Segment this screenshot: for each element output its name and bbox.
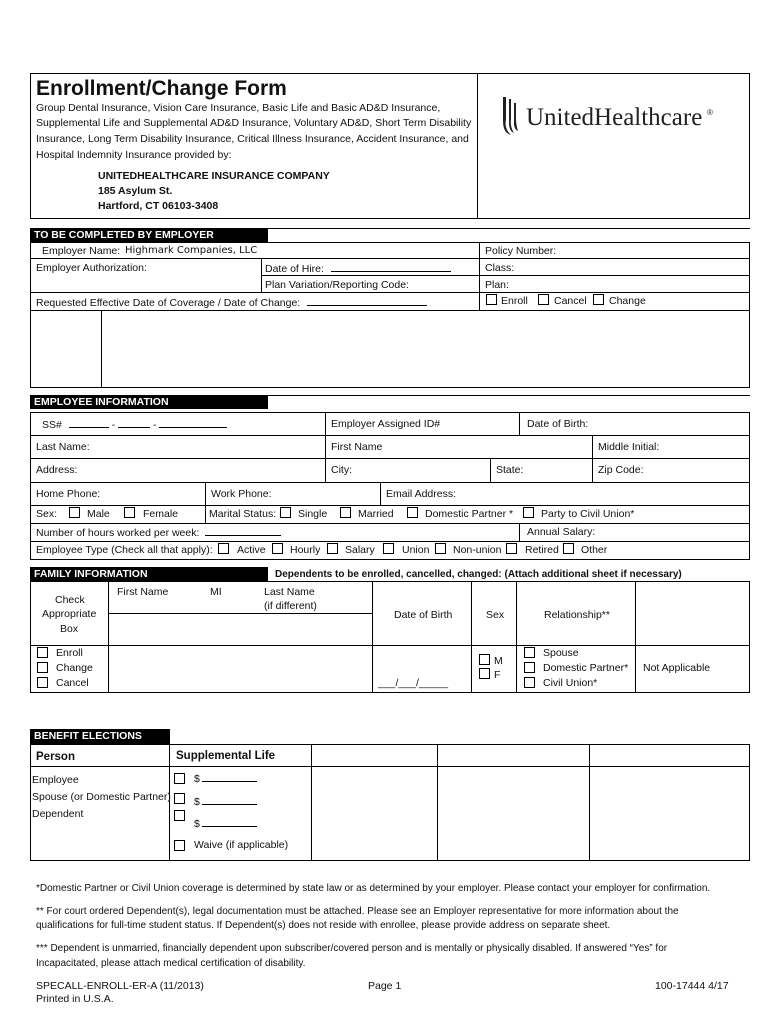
footnote-3-line-1: *** Dependent is unmarried, financially dependent upon subscriber/covered person and is mentally or physically disabled. If answered “Yes” for bbox=[36, 943, 668, 954]
date-of-hire-field[interactable] bbox=[331, 262, 451, 272]
civil-union-checkbox[interactable] bbox=[523, 507, 534, 518]
family-subtitle: Dependents to be enrolled, cancelled, changed: (Attach additional sheet if necessary) bbox=[275, 569, 682, 580]
union-checkbox[interactable] bbox=[383, 543, 394, 554]
family-check-line1: Check bbox=[55, 594, 85, 606]
dependent-supp-life-checkbox[interactable] bbox=[174, 810, 185, 821]
state-label: State: bbox=[496, 464, 524, 476]
requested-date-label: Requested Effective Date of Coverage / Date of Change: bbox=[36, 296, 427, 309]
domestic-partner-label: Domestic Partner * bbox=[425, 508, 514, 520]
single-checkbox[interactable] bbox=[280, 507, 291, 518]
family-sex-col: Sex bbox=[486, 609, 505, 621]
requested-date-field[interactable] bbox=[307, 296, 427, 306]
company-name: UNITEDHEALTHCARE INSURANCE COMPANY bbox=[98, 170, 330, 182]
employee-section-bar: EMPLOYEE INFORMATION bbox=[30, 395, 268, 409]
active-checkbox[interactable] bbox=[218, 543, 229, 554]
female-checkbox[interactable] bbox=[124, 507, 135, 518]
employer-row-line-4 bbox=[30, 310, 750, 311]
employer-blank-divider bbox=[101, 310, 102, 388]
married-label: Married bbox=[358, 508, 394, 520]
family-cancel-checkbox[interactable] bbox=[37, 677, 48, 688]
home-phone-label: Home Phone: bbox=[36, 488, 101, 500]
family-v-3 bbox=[471, 581, 472, 693]
benefit-spouse-row: Spouse (or Domestic Partner) bbox=[32, 791, 171, 803]
printed-in: Printed in U.S.A. bbox=[36, 993, 114, 1005]
employer-assigned-id-label: Employer Assigned ID# bbox=[331, 418, 441, 430]
family-civil-union-label: Civil Union* bbox=[543, 677, 598, 689]
family-mi-col: MI bbox=[210, 586, 222, 598]
intro-line-3: Insurance, Long Term Disability Insurance, Critical Illness Insurance, Accident Insurance, and bbox=[36, 133, 469, 145]
family-line-2 bbox=[30, 645, 750, 646]
family-domestic-partner-label: Domestic Partner* bbox=[543, 662, 629, 674]
family-sex-m-checkbox[interactable] bbox=[479, 654, 490, 665]
benefit-v-6 bbox=[749, 744, 750, 860]
email-label: Email Address: bbox=[386, 488, 457, 500]
uhc-logo bbox=[498, 95, 728, 139]
employer-cancel-label: Cancel bbox=[554, 295, 587, 307]
annual-salary-label: Annual Salary: bbox=[527, 526, 596, 538]
family-check-line2: Appropriate bbox=[42, 608, 97, 620]
employee-line-2 bbox=[30, 458, 750, 459]
ssn-label: SS# - - bbox=[42, 418, 227, 431]
benefit-v-3 bbox=[311, 744, 312, 860]
footnote-1: *Domestic Partner or Civil Union coverage is determined by state law or as determined by your employer. Please contact your employer for confirmation. bbox=[36, 883, 711, 894]
page-number: Page 1 bbox=[368, 980, 402, 992]
uhc-shield-icon bbox=[498, 95, 520, 137]
ssn-part-2[interactable] bbox=[118, 418, 150, 428]
employee-v-5 bbox=[205, 482, 206, 505]
employer-authorization-label: Employer Authorization: bbox=[36, 262, 147, 274]
family-sex-f-checkbox[interactable] bbox=[479, 668, 490, 679]
family-last-name-col-2: (if different) bbox=[264, 600, 317, 612]
benefit-header-line bbox=[30, 766, 750, 767]
employee-line-3 bbox=[30, 482, 750, 483]
plan-label: Plan: bbox=[485, 279, 509, 291]
date-of-hire-label: Date of Hire: bbox=[265, 262, 451, 275]
employer-change-label: Change bbox=[609, 295, 646, 307]
hours-field[interactable] bbox=[205, 526, 281, 536]
employee-line-6 bbox=[30, 541, 750, 542]
family-domestic-partner-checkbox[interactable] bbox=[524, 662, 535, 673]
employee-top-line bbox=[30, 395, 750, 396]
plan-variation-label: Plan Variation/Reporting Code: bbox=[265, 279, 409, 291]
hours-label: Number of hours worked per week: bbox=[36, 526, 281, 539]
family-not-applicable: Not Applicable bbox=[643, 662, 711, 674]
ssn-part-1[interactable] bbox=[69, 418, 109, 428]
employer-name-label: Employer Name: bbox=[42, 245, 121, 257]
union-label: Union bbox=[402, 544, 430, 556]
employee-v-8 bbox=[519, 523, 520, 541]
sex-label: Sex: bbox=[36, 508, 58, 520]
employee-line-1 bbox=[30, 435, 750, 436]
form-title: Enrollment/Change Form bbox=[36, 77, 287, 100]
footnote-3-line-2: Incapacitated, please attach medical certification of disability. bbox=[36, 958, 306, 969]
employer-row-line-3 bbox=[30, 292, 750, 293]
family-section-bar: FAMILY INFORMATION bbox=[30, 567, 268, 581]
intro-line-1: Group Dental Insurance, Vision Care Insurance, Basic Life and Basic AD&D Insurance, bbox=[36, 102, 441, 114]
benefit-supplemental-life-col: Supplemental Life bbox=[176, 750, 276, 762]
employer-enroll-label: Enroll bbox=[501, 295, 528, 307]
ssn-part-3[interactable] bbox=[159, 418, 227, 428]
spouse-supp-life-checkbox[interactable] bbox=[174, 793, 185, 804]
intro-line-4: Hospital Indemnity Insurance provided by: bbox=[36, 149, 232, 161]
family-v-1 bbox=[108, 581, 109, 693]
benefit-v-5 bbox=[589, 744, 590, 860]
family-sex-f-label: F bbox=[494, 669, 501, 681]
employer-row-line-2 bbox=[261, 275, 750, 276]
retired-label: Retired bbox=[525, 544, 559, 556]
salary-checkbox[interactable] bbox=[327, 543, 338, 554]
family-spouse-label: Spouse bbox=[543, 647, 579, 659]
retired-checkbox[interactable] bbox=[563, 543, 574, 554]
form-code: SPECALL-ENROLL-ER-A (11/2013) bbox=[36, 980, 204, 992]
employee-v-6 bbox=[380, 482, 381, 505]
nonunion-checkbox[interactable] bbox=[435, 543, 446, 554]
family-change-label: Change bbox=[56, 662, 93, 674]
last-name-label: Last Name: bbox=[36, 441, 90, 453]
civil-union-label: Party to Civil Union* bbox=[541, 508, 635, 520]
single-label: Single bbox=[298, 508, 328, 520]
work-phone-label: Work Phone: bbox=[211, 488, 272, 500]
benefit-bottom-line bbox=[30, 860, 750, 861]
family-check-line3: Box bbox=[60, 623, 79, 635]
logo-registered: ® bbox=[707, 108, 713, 117]
employee-v-7 bbox=[205, 505, 206, 523]
policy-number-label: Policy Number: bbox=[485, 245, 557, 257]
male-label: Male bbox=[87, 508, 110, 520]
hourly-checkbox[interactable] bbox=[272, 543, 283, 554]
employee-v-4 bbox=[490, 458, 491, 482]
intro-line-2: Supplemental Life and Supplemental AD&D Insurance, Voluntary AD&D, Short Term Disability bbox=[36, 117, 472, 129]
family-spouse-checkbox[interactable] bbox=[524, 647, 535, 658]
salary-label: Salary bbox=[345, 544, 375, 556]
header-divider bbox=[477, 73, 478, 219]
date-of-birth-label: Date of Birth: bbox=[527, 418, 589, 430]
employer-row-line-1 bbox=[30, 258, 750, 259]
address-label: Address: bbox=[36, 464, 78, 476]
benefit-top-line bbox=[30, 744, 750, 745]
nonunion-extra-checkbox[interactable] bbox=[506, 543, 517, 554]
employee-v-2 bbox=[519, 412, 520, 436]
family-cancel-label: Cancel bbox=[56, 677, 89, 689]
class-label: Class: bbox=[485, 262, 515, 274]
family-enroll-label: Enroll bbox=[56, 647, 83, 659]
benefit-v-1 bbox=[30, 744, 31, 860]
family-dob-col: Date of Birth bbox=[394, 609, 453, 621]
employee-supp-life-amount[interactable]: $ bbox=[194, 772, 257, 785]
family-v-4 bbox=[516, 581, 517, 693]
waive-label: Waive (if applicable) bbox=[194, 839, 289, 851]
dependent-supp-life-amount[interactable]: $ bbox=[194, 817, 257, 830]
employee-line-4 bbox=[30, 505, 750, 506]
employer-section-bar: TO BE COMPLETED BY EMPLOYER bbox=[30, 228, 268, 242]
benefit-person-col: Person bbox=[36, 751, 75, 763]
document-number: 100-17444 4/17 bbox=[655, 980, 729, 992]
employee-supp-life-checkbox[interactable] bbox=[174, 773, 185, 784]
benefit-dependent-row: Dependent bbox=[32, 808, 84, 820]
middle-initial-label: Middle Initial: bbox=[598, 441, 660, 453]
family-last-name-col-1: Last Name bbox=[264, 586, 315, 598]
employer-enroll-checkbox[interactable] bbox=[486, 294, 497, 305]
family-civil-union-checkbox[interactable] bbox=[524, 677, 535, 688]
family-line-1 bbox=[108, 613, 372, 614]
benefit-employee-row: Employee bbox=[32, 774, 79, 786]
footnote-2-line-2: qualifications for full-time student status. If Dependent(s) does not reside with enrollee, please provide address on separate sheet. bbox=[36, 920, 611, 931]
family-v-5 bbox=[635, 581, 636, 693]
zip-label: Zip Code: bbox=[598, 464, 644, 476]
employer-right-divider bbox=[479, 242, 480, 310]
spouse-supp-life-amount[interactable]: $ bbox=[194, 795, 257, 808]
company-street: 185 Asylum St. bbox=[98, 185, 173, 197]
family-v-2 bbox=[372, 581, 373, 693]
employer-top-line bbox=[30, 228, 750, 229]
waive-checkbox[interactable] bbox=[174, 840, 185, 851]
family-dob-field[interactable]: ___/___/_____ bbox=[378, 677, 449, 689]
footnote-2-line-1: ** For court ordered Dependent(s), legal documentation must be attached. Please see an Employer representative for more information about the bbox=[36, 906, 679, 917]
married-checkbox[interactable] bbox=[340, 507, 351, 518]
family-relationship-col: Relationship** bbox=[544, 609, 610, 621]
male-checkbox[interactable] bbox=[69, 507, 80, 518]
employer-name-value[interactable]: Highmark Companies, LLC bbox=[125, 245, 258, 256]
domestic-partner-checkbox[interactable] bbox=[407, 507, 418, 518]
hourly-label: Hourly bbox=[290, 544, 321, 556]
benefit-v-4 bbox=[437, 744, 438, 860]
marital-status-label: Marital Status: bbox=[209, 508, 277, 520]
family-change-checkbox[interactable] bbox=[37, 662, 48, 673]
city-label: City: bbox=[331, 464, 352, 476]
employee-line-5 bbox=[30, 523, 750, 524]
family-sex-m-label: M bbox=[494, 655, 503, 667]
other-label: Other bbox=[581, 544, 608, 556]
employee-v-1 bbox=[325, 412, 326, 482]
benefit-section-bar: BENEFIT ELECTIONS bbox=[30, 729, 170, 744]
female-label: Female bbox=[143, 508, 179, 520]
employee-type-label: Employee Type (Check all that apply): bbox=[36, 544, 213, 556]
family-first-name-col: First Name bbox=[117, 586, 169, 598]
company-city: Hartford, CT 06103-3408 bbox=[98, 200, 219, 212]
employer-cancel-checkbox[interactable] bbox=[538, 294, 549, 305]
employee-v-3 bbox=[592, 435, 593, 482]
first-name-label: First Name bbox=[331, 441, 383, 453]
active-label: Active bbox=[237, 544, 266, 556]
nonunion-label: Non-union bbox=[453, 544, 502, 556]
family-enroll-checkbox[interactable] bbox=[37, 647, 48, 658]
logo-wordmark: UnitedHealthcare bbox=[526, 104, 703, 131]
employer-change-checkbox[interactable] bbox=[593, 294, 604, 305]
